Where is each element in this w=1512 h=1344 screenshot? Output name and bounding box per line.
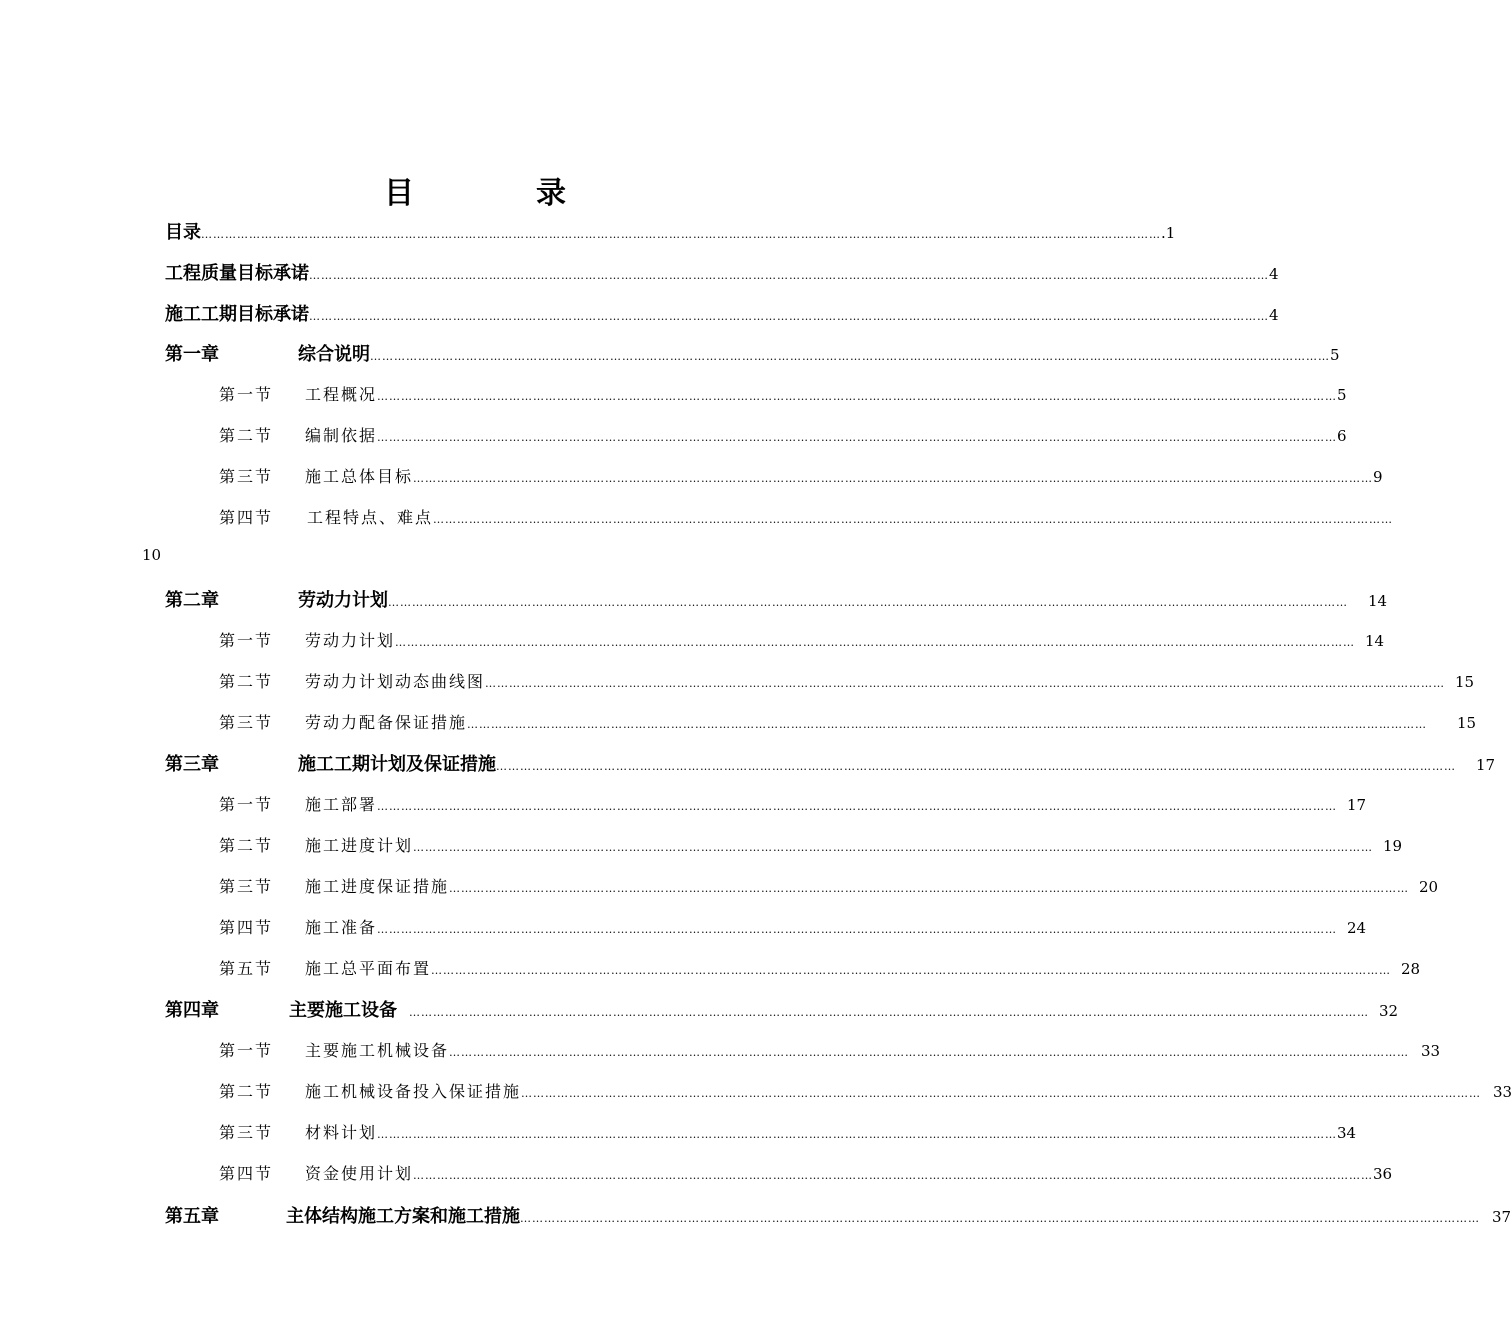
- toc-leader-dots: ……………………………………………………………………………………………………………………………………………………………………………………………………………………: [496, 760, 1456, 773]
- toc-leader-dots: ……………………………………………………………………………………………………………………………………………………………………………………………………………………: [201, 228, 1161, 241]
- toc-page-number: 37: [1492, 1208, 1512, 1226]
- toc-entry-title: 施工工期目标承诺: [165, 304, 309, 325]
- toc-entry-quality-commitment[interactable]: [165, 259, 1279, 285]
- chapter-title: 主要施工设备: [289, 1000, 397, 1021]
- toc-page-number: 6: [1337, 427, 1347, 445]
- section-title: 劳动力计划动态曲线图: [305, 672, 486, 691]
- toc-page-number: 14: [1365, 632, 1385, 650]
- toc-leader-dots: ……………………………………………………………………………………………………………………………………………………………………………………………………………………: [377, 800, 1338, 813]
- toc-leader-dots: ……………………………………………………………………………………………………………………………………………………………………………………………………………………: [467, 718, 1428, 731]
- toc-page-number: 28: [1401, 960, 1421, 978]
- toc-entry-title: 工程质量目标承诺: [165, 263, 309, 284]
- chapter-title: 劳动力计划: [298, 590, 388, 611]
- toc-leader-dots: ……………………………………………………………………………………………………………………………………………………………………………………………………………………: [413, 472, 1374, 485]
- section-number: 第四节: [219, 918, 274, 937]
- chapter-title: 综合说明: [298, 344, 370, 365]
- toc-leader-dots: ……………………………………………………………………………………………………………………………………………………………………………………………………………………: [521, 1087, 1482, 1100]
- section-number: 第三节: [219, 713, 274, 732]
- toc-section[interactable]: [219, 915, 1367, 938]
- toc-leader-dots: ……………………………………………………………………………………………………………………………………………………………………………………………………………………: [377, 431, 1338, 444]
- toc-entry-contents[interactable]: [165, 218, 1176, 244]
- toc-page-number: 32: [1379, 1002, 1399, 1020]
- toc-chapter-2[interactable]: [165, 586, 1388, 612]
- toc-section[interactable]: [219, 792, 1367, 815]
- toc-section[interactable]: [219, 1120, 1357, 1143]
- section-title: 工程特点、难点: [307, 508, 434, 527]
- toc-section[interactable]: [219, 628, 1385, 651]
- toc-chapter-1[interactable]: [165, 340, 1340, 366]
- toc-section[interactable]: [219, 1038, 1441, 1061]
- section-title: 编制依据: [305, 426, 378, 445]
- toc-chapter-5[interactable]: [165, 1202, 1512, 1228]
- toc-leader-dots: ……………………………………………………………………………………………………………………………………………………………………………………………………………………: [309, 310, 1269, 323]
- section-title: 施工准备: [305, 918, 378, 937]
- section-title: 资金使用计划: [305, 1164, 414, 1183]
- toc-section[interactable]: [219, 874, 1439, 897]
- toc-leader-dots: ……………………………………………………………………………………………………………………………………………………………………………………………………………………: [449, 882, 1410, 895]
- toc-page-number: 34: [1337, 1124, 1357, 1142]
- toc-entry-schedule-commitment[interactable]: [165, 300, 1279, 326]
- chapter-title: 施工工期计划及保证措施: [298, 754, 496, 775]
- toc-section[interactable]: [219, 669, 1475, 692]
- toc-page-number: 4: [1269, 265, 1279, 283]
- section-title: 施工部署: [305, 795, 378, 814]
- section-title: 主要施工机械设备: [305, 1041, 450, 1060]
- toc-page-number: 24: [1347, 919, 1367, 937]
- section-title: 工程概况: [305, 385, 378, 404]
- section-title: 材料计划: [305, 1123, 378, 1142]
- page-title: 目 录: [384, 176, 612, 211]
- section-number: 第一节: [219, 1041, 274, 1060]
- toc-page-number: 9: [1373, 468, 1383, 486]
- toc-leader-dots: ……………………………………………………………………………………………………………………………………………………………………………………………………………………: [485, 677, 1446, 690]
- section-number: 第二节: [219, 426, 274, 445]
- toc-page-number: 17: [1476, 756, 1496, 774]
- toc-chapter-3[interactable]: [165, 750, 1496, 776]
- toc-page-number: 33: [1421, 1042, 1441, 1060]
- chapter-number: 第四章: [165, 1000, 219, 1021]
- section-number: 第一节: [219, 795, 274, 814]
- toc-section[interactable]: [219, 1161, 1393, 1184]
- toc-section[interactable]: [219, 1079, 1512, 1102]
- section-title: 劳动力计划: [305, 631, 396, 650]
- toc-leader-dots: ……………………………………………………………………………………………………………………………………………………………………………………………………………………: [377, 1128, 1338, 1141]
- section-number: 第二节: [219, 1082, 274, 1101]
- toc-chapter-4[interactable]: [165, 996, 1399, 1022]
- toc-page-number: .1: [1161, 224, 1176, 242]
- toc-leader-dots: ……………………………………………………………………………………………………………………………………………………………………………………………………………………: [413, 1169, 1374, 1182]
- toc-leader-dots: ……………………………………………………………………………………………………………………………………………………………………………………………………………………: [433, 513, 1394, 526]
- toc-section[interactable]: [219, 710, 1477, 733]
- section-title: 施工总体目标: [305, 467, 414, 486]
- toc-leader-dots: ……………………………………………………………………………………………………………………………………………………………………………………………………………………: [377, 390, 1338, 403]
- chapter-number: 第一章: [165, 344, 219, 365]
- toc-page-number: 5: [1337, 386, 1347, 404]
- toc-page-number: 4: [1269, 306, 1279, 324]
- toc-leader-dots: ……………………………………………………………………………………………………………………………………………………………………………………………………………………: [520, 1212, 1480, 1225]
- section-title: 施工总平面布置: [305, 959, 432, 978]
- toc-leader-dots: ……………………………………………………………………………………………………………………………………………………………………………………………………………………: [409, 1006, 1369, 1019]
- section-number: 第三节: [219, 467, 274, 486]
- chapter-title: 主体结构施工方案和施工措施: [286, 1206, 520, 1227]
- section-number: 第五节: [219, 959, 274, 978]
- toc-section[interactable]: [219, 423, 1347, 446]
- toc-leader-dots: ……………………………………………………………………………………………………………………………………………………………………………………………………………………: [431, 964, 1392, 977]
- toc-page-number: 36: [1373, 1165, 1393, 1183]
- section-number: 第四节: [219, 1164, 274, 1183]
- section-number: 第三节: [219, 877, 274, 896]
- toc-section[interactable]: [219, 833, 1403, 856]
- section-number: 第一节: [219, 385, 274, 404]
- chapter-number: 第三章: [165, 754, 219, 775]
- wrapped-page-number: 10: [142, 546, 162, 564]
- toc-page-number: 15: [1457, 714, 1477, 732]
- toc-page-number: 5: [1330, 346, 1340, 364]
- toc-leader-dots: ……………………………………………………………………………………………………………………………………………………………………………………………………………………: [449, 1046, 1410, 1059]
- section-number: 第二节: [219, 836, 274, 855]
- chapter-number: 第五章: [165, 1206, 219, 1227]
- toc-leader-dots: ……………………………………………………………………………………………………………………………………………………………………………………………………………………: [413, 841, 1374, 854]
- section-title: 施工进度计划: [305, 836, 414, 855]
- toc-leader-dots: ……………………………………………………………………………………………………………………………………………………………………………………………………………………: [388, 596, 1348, 609]
- toc-leader-dots: ……………………………………………………………………………………………………………………………………………………………………………………………………………………: [370, 350, 1330, 363]
- section-number: 第三节: [219, 1123, 274, 1142]
- section-title: 施工机械设备投入保证措施: [305, 1082, 522, 1101]
- toc-section[interactable]: [219, 956, 1421, 979]
- toc-leader-dots: ……………………………………………………………………………………………………………………………………………………………………………………………………………………: [377, 923, 1338, 936]
- section-number: 第一节: [219, 631, 274, 650]
- section-number: 第四节: [219, 508, 274, 527]
- toc-section[interactable]: [219, 382, 1347, 405]
- section-title: 劳动力配备保证措施: [305, 713, 468, 732]
- toc-page-number: 14: [1368, 592, 1388, 610]
- toc-entry-title: 目录: [165, 222, 201, 243]
- chapter-number: 第二章: [165, 590, 219, 611]
- toc-page-number: 19: [1383, 837, 1403, 855]
- toc-leader-dots: ……………………………………………………………………………………………………………………………………………………………………………………………………………………: [309, 269, 1269, 282]
- section-title: 施工进度保证措施: [305, 877, 450, 896]
- toc-section[interactable]: [219, 464, 1383, 487]
- toc-page-number: 15: [1455, 673, 1475, 691]
- section-number: 第二节: [219, 672, 274, 691]
- toc-page-number: 33: [1493, 1083, 1512, 1101]
- toc-page-number: 20: [1419, 878, 1439, 896]
- toc-page-number: 17: [1347, 796, 1367, 814]
- toc-section[interactable]: [219, 505, 1394, 528]
- toc-leader-dots: ……………………………………………………………………………………………………………………………………………………………………………………………………………………: [395, 636, 1356, 649]
